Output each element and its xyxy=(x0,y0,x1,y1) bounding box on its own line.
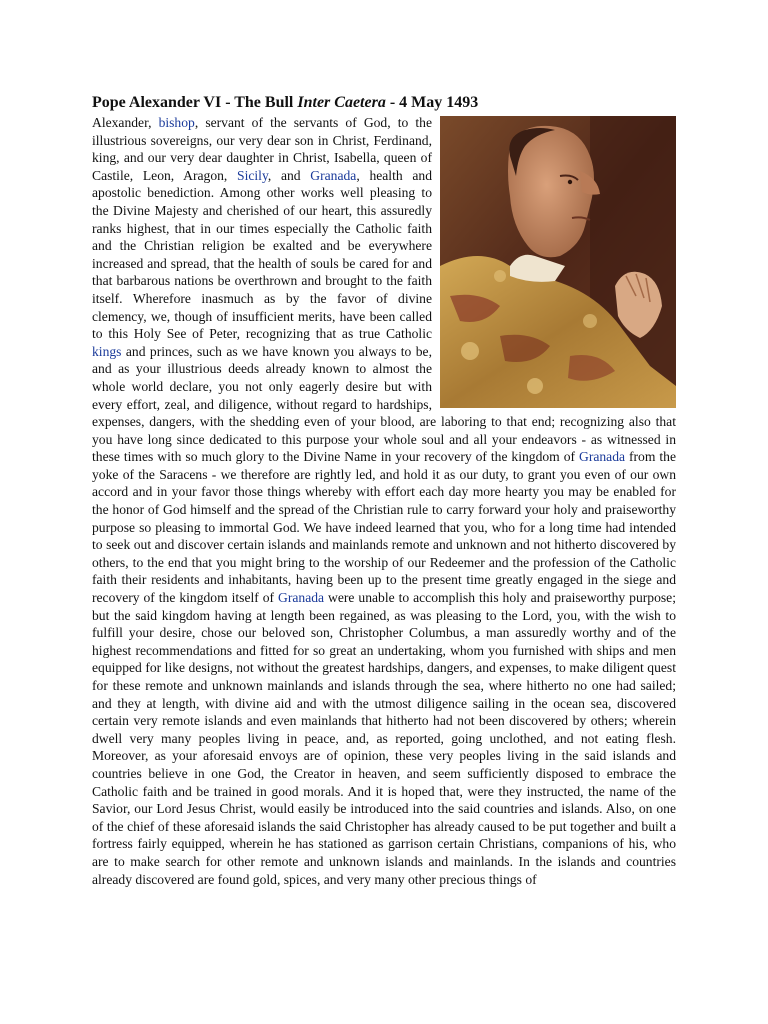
text-segment: Alexander, xyxy=(92,115,159,130)
title-suffix: - 4 May 1493 xyxy=(385,94,479,111)
link-sicily[interactable]: Sicily xyxy=(237,167,268,183)
title-prefix: Pope Alexander VI - The Bull xyxy=(92,94,298,111)
text-segment: from the yoke of the Saracens - we therefore are rightly led, and hold it as our duty, to grant you even of our own accord and in your favor those things whereby with effort each day more hearty you may be enabled for the honor of God himself and the spread of the Christian rule to carry forward your holy and praiseworthy purpose so pleasing to immortal God. We have indeed learned that you, who for a long time had intended to seek out and discover certain islands and mainlands remote and unknown and not hitherto discovered by others, to the end that you might bring to the worship of our Redeemer and the profession of the Catholic faith their residents and inhabitants, having been up to the present time greatly engaged in the siege and recovery of the kingdom itself of xyxy=(92,449,676,606)
link-granada[interactable]: Granada xyxy=(310,167,357,183)
text-segment: , and xyxy=(267,167,311,183)
pope-alexander-portrait xyxy=(440,116,676,408)
title-italic: Inter Caetera xyxy=(297,94,386,111)
text-segment: and princes, such as we have known you always to be, and as your illustrious deeds already known to almost the whole world declare, you not only eagerly desire but with every effort, zeal, and diligence, without regard to hardships, expenses, dangers, with the shedding even of your blood, are laboring to that end; recognizing also that you have long since dedicated to this purpose your whole soul and all your endeavors - as witnessed in these times with so much glory to the Divine Name in your recovery of the kingdom of xyxy=(92,343,676,465)
document-title xyxy=(92,93,478,113)
link-kings[interactable]: kings xyxy=(92,343,122,359)
document-body xyxy=(92,114,676,888)
link-granada[interactable]: Granada xyxy=(278,590,325,606)
text-segment: were unable to accomplish this holy and praiseworthy purpose; but the said kingdom having at length been regained, as was pleasing to the Lord, you, with the wish to fulfill your desire, chose our beloved son, Christopher Columbus, a man assuredly worthy and of the highest recommendations and fitted for so great an undertaking, whom you furnished with ships and men equipped for like designs, not without the greatest hardships, dangers, and expenses, to make diligent quest for these remote and unknown mainlands and islands through the sea, where hitherto no one had sailed; and they at length, with divine aid and with the utmost diligence sailing in the ocean sea, discovered certain very remote islands and even mainlands that hitherto had not been discovered by others; wherein dwell very many peoples living in peace, and, as reported, going unclothed, and not eating flesh. Moreover, as your aforesaid envoys are of opinion, these very peoples living in the said islands and countries believe in one God, the Creator in heaven, and seem sufficiently disposed to embrace the Catholic faith and be trained in good morals. And it is hoped that, were they instructed, the name of the Savior, our Lord Jesus Christ, would easily be introduced into the said countries and islands. Also, on one of the chief of these aforesaid islands the said Christopher has already caused to be put together and built a fortress fairly equipped, wherein he has stationed as garrison certain Christians, companions of his, who are to make search for other remote and unknown islands and mainlands. In the islands and countries already discovered are found gold, spices, and very many other precious things of xyxy=(92,590,676,887)
text-segment: , health and apostolic benediction. Among other works well pleasing to the Divine Majesty and cherished of our heart, this assuredly ranks highest, that in our times especially the Catholic faith and the Christian religion be exalted and be everywhere increased and spread, that the health of souls be cared for and that barbarous nations be overthrown and brought to the faith itself. Wherefore inasmuch as by the favor of divine clemency, we, though of insufficient merits, have been called to this Holy See of Peter, recognizing that as true Catholic xyxy=(92,167,432,342)
link-bishop[interactable]: bishop xyxy=(158,115,195,130)
text-segment: , servant of the servants of God, to the illustrious sovereigns, our very dear son in Christ, Ferdinand, king, and our very dear daughter in Christ, Isabella, queen of Castile, Leon, Aragon, xyxy=(92,115,432,183)
link-granada[interactable]: Granada xyxy=(579,449,626,465)
